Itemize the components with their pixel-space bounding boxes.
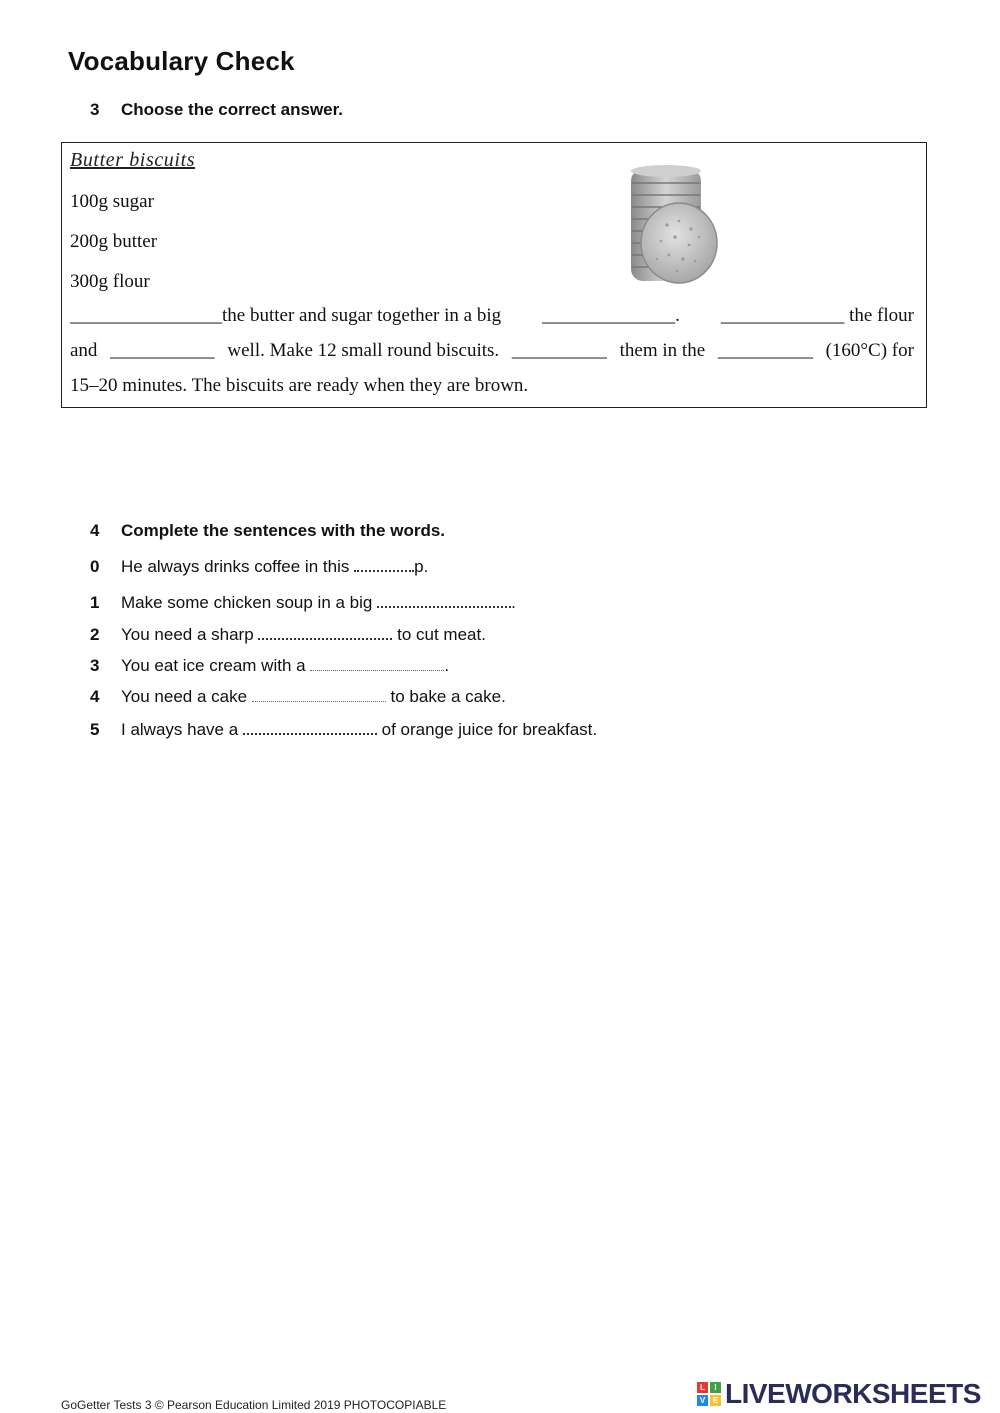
exercise-number: 3 — [90, 100, 100, 119]
sentence-number: 1 — [90, 593, 100, 612]
sentence-text: to bake a cake. — [390, 687, 506, 706]
sentence-text: . — [511, 593, 516, 612]
ingredient-sugar: 100g sugar — [70, 191, 154, 212]
sentence-number: 0 — [90, 557, 100, 576]
blank-2[interactable]: ______________. — [542, 305, 680, 326]
method-text: them in the — [619, 340, 706, 361]
recipe-box — [61, 142, 927, 408]
exercise-instruction: Complete the sentences with the words. — [121, 521, 446, 540]
sentence-text: You eat ice cream with a — [121, 656, 306, 675]
ingredient-butter: 200g butter — [70, 231, 158, 252]
sentence-text: of orange juice for breakfast. — [381, 720, 598, 739]
example-answer: p — [414, 557, 424, 576]
liveworksheets-icon — [697, 1382, 721, 1406]
logo-letter: V — [697, 1395, 708, 1406]
blank-5[interactable]: __________ — [511, 340, 607, 361]
sentence-text: Make some chicken soup in a big — [121, 593, 373, 612]
method-line-3: 15–20 minutes. The biscuits are ready when they are brown. — [70, 375, 529, 396]
sentence-number: 2 — [90, 625, 100, 644]
logo-letter: L — [697, 1382, 708, 1393]
ingredient-flour: 300g flour — [70, 271, 150, 292]
sentence-2 — [90, 623, 486, 645]
logo-letter: I — [710, 1382, 721, 1393]
sentence-number: 3 — [90, 656, 100, 675]
answer-blank-1[interactable] — [377, 591, 511, 608]
sentence-text: You need a sharp — [121, 625, 254, 644]
sentence-text: He always drinks coffee in this — [121, 557, 350, 576]
method-text: and — [70, 340, 98, 361]
biscuit-stack-icon — [627, 163, 727, 291]
method-text: the butter and sugar together in a big — [222, 305, 502, 326]
blank-6[interactable]: __________ — [717, 340, 813, 361]
recipe-title: Butter biscuits — [70, 149, 196, 171]
answer-blank-2[interactable] — [258, 623, 392, 640]
method-text: (160°C) for — [825, 340, 914, 361]
blank-3[interactable]: _____________ — [720, 305, 845, 326]
method-text: well. Make 12 small round biscuits. — [227, 340, 500, 361]
blank-4[interactable]: ___________ — [110, 340, 215, 361]
answer-blank-3[interactable] — [310, 655, 444, 671]
exercise-number: 4 — [90, 521, 100, 540]
sentence-1 — [90, 591, 516, 613]
sentence-0 — [90, 555, 428, 577]
copyright-footer: GoGetter Tests 3 © Pearson Education Limited 2019 PHOTOCOPIABLE — [61, 1398, 447, 1412]
logo-letter: E — [710, 1395, 721, 1406]
answer-blank-5[interactable] — [243, 718, 377, 735]
sentence-number: 4 — [90, 687, 100, 706]
sentence-text: You need a cake — [121, 687, 248, 706]
page-title: Vocabulary Check — [68, 46, 295, 76]
method-text: the flour — [849, 305, 914, 326]
method-line-1 — [70, 305, 914, 327]
answer-blank-4[interactable] — [252, 686, 386, 702]
sentence-text: . — [423, 557, 429, 576]
blank-1[interactable]: ________________ — [70, 305, 222, 326]
sentence-4 — [90, 686, 506, 707]
brand-name: LIVEWORKSHEETS — [725, 1378, 981, 1409]
sentence-text: . — [444, 656, 450, 675]
exercise-4-heading — [90, 521, 445, 541]
sentence-text: to cut meat. — [397, 625, 486, 644]
sentence-text: I always have a — [121, 720, 239, 739]
sentence-3 — [90, 655, 449, 676]
exercise-instruction: Choose the correct answer. — [121, 100, 344, 119]
sentence-5 — [90, 718, 597, 740]
exercise-3-heading — [90, 100, 343, 120]
method-line-2 — [70, 340, 914, 362]
sentence-number: 5 — [90, 720, 100, 739]
liveworksheets-logo — [697, 1378, 981, 1410]
answer-blank-0[interactable] — [354, 555, 414, 572]
